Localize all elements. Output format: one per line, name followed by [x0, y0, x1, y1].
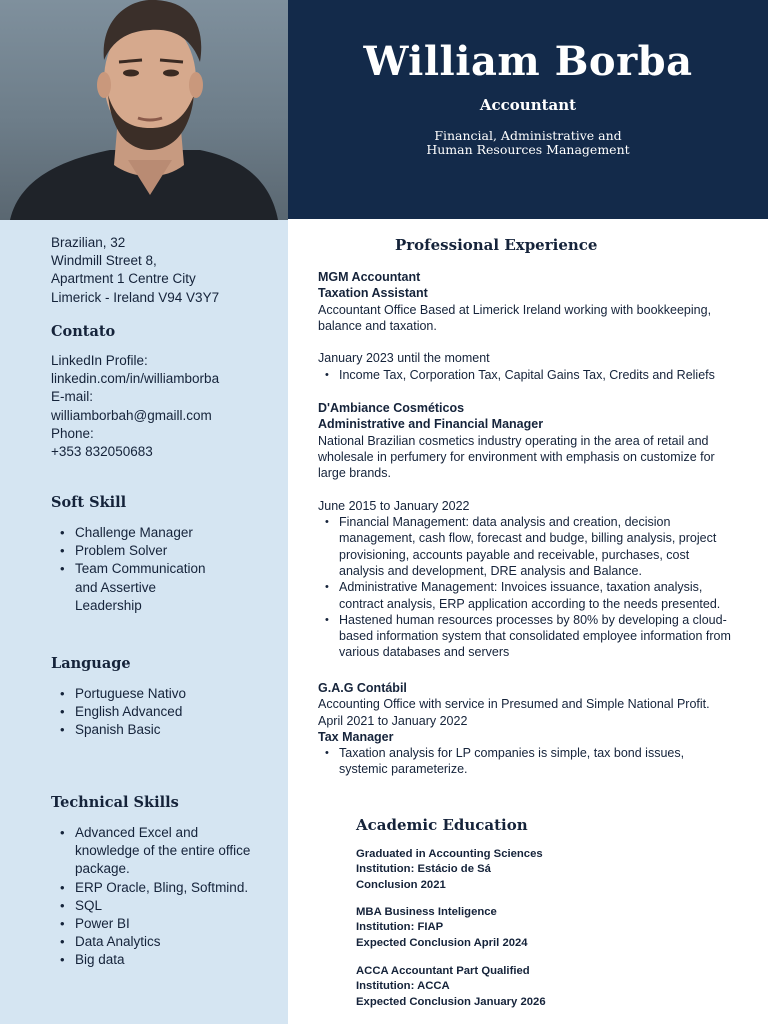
person-tagline: Financial, Administrative and Human Resources Management — [426, 128, 630, 157]
person-portrait-icon — [0, 0, 288, 220]
list-item: • Problem Solver — [51, 542, 251, 560]
job-company: D'Ambiance Cosméticos — [318, 401, 465, 415]
list-item: • Team Communication and Assertive Leadership — [51, 560, 251, 615]
list-item: • English Advanced — [51, 703, 281, 721]
education-degree: ACCA Accountant Part Qualified — [356, 965, 530, 977]
personal-address: Brazilian, 32 Windmill Street 8, Apartment 1 Centre City Limerick - Ireland V94 V3Y7 — [51, 235, 220, 305]
job-title: Tax Manager — [318, 729, 394, 744]
education-entry — [356, 847, 656, 893]
education-degree: MBA Business Inteligence — [356, 906, 497, 918]
person-name: William Borba — [363, 38, 693, 85]
list-item: • Power BI — [51, 915, 251, 933]
technical-skills-list — [51, 824, 251, 970]
job-title: Taxation Assistant — [318, 286, 428, 301]
profile-photo — [0, 0, 288, 220]
job-company: MGM Accountant — [318, 270, 421, 284]
education-institution: Institution: Estácio de Sá — [356, 863, 491, 876]
education-entry — [356, 905, 656, 951]
job-period: June 2015 to January 2022 — [318, 498, 470, 513]
education-conclusion: Conclusion 2021 — [356, 878, 446, 891]
job-description: Accounting Office with service in Presumed and Simple National Profit. — [318, 697, 710, 712]
job-duties — [318, 367, 732, 383]
job-title: Administrative and Financial Manager — [318, 417, 544, 432]
technical-skills-heading: Technical Skills — [51, 794, 179, 811]
list-item: • Administrative Management: Invoices issuance, taxation analysis, contract analysis, ERP application according to the needs presented. — [318, 579, 732, 612]
list-item: • Big data — [51, 951, 251, 969]
person-role: Accountant — [479, 96, 577, 114]
education-conclusion: Expected Conclusion January 2026 — [356, 995, 546, 1008]
job-entry-gag — [318, 680, 732, 778]
experience-heading: Professional Experience — [395, 236, 598, 254]
job-description: Accountant Office Based at Limerick Ireland working with bookkeeping, balance and taxation. — [318, 302, 712, 333]
education-degree: Graduated in Accounting Sciences — [356, 848, 543, 860]
contact-heading: Contato — [51, 323, 116, 340]
education-heading: Academic Education — [356, 816, 528, 834]
resume-header — [288, 0, 768, 219]
job-duties — [318, 514, 732, 661]
job-description: National Brazilian cosmetics industry operating in the area of retail and wholesale in perfumery for environment with emphasis on customize for large brands. — [318, 433, 715, 481]
job-duties — [318, 745, 732, 778]
list-item: • ERP Oracle, Bling, Softmind. — [51, 879, 251, 897]
job-period: January 2023 until the moment — [318, 351, 490, 366]
education-conclusion: Expected Conclusion April 2024 — [356, 936, 528, 949]
job-period: April 2021 to January 2022 — [318, 713, 468, 728]
job-company: G.A.G Contábil — [318, 681, 407, 695]
soft-skills-list — [51, 524, 251, 615]
list-item: • Challenge Manager — [51, 524, 251, 542]
language-heading: Language — [51, 655, 131, 672]
education-institution: Institution: ACCA — [356, 980, 450, 993]
education-entry — [356, 964, 656, 1010]
list-item: • Data Analytics — [51, 933, 251, 951]
job-entry-mgm — [318, 269, 732, 383]
list-item: • Portuguese Nativo — [51, 685, 281, 703]
soft-skills-heading: Soft Skill — [51, 494, 127, 511]
sidebar — [0, 0, 288, 1024]
education-institution: Institution: FIAP — [356, 921, 444, 934]
list-item: • SQL — [51, 897, 251, 915]
list-item: • Advanced Excel and knowledge of the entire office package. — [51, 824, 251, 879]
contact-details: LinkedIn Profile: linkedin.com/in/williamborba E-mail: williamborbah@gmaill.com Phone: +353 832050683 — [51, 353, 220, 460]
language-list — [51, 685, 281, 740]
list-item: • Spanish Basic — [51, 721, 281, 739]
list-item: • Financial Management: data analysis and creation, decision management, cash flow, forecast and budge, billing analysis, project provisioning, accounts payable and receivable, purchases, cost analysis and development, DRE analysis and Balance. — [318, 514, 732, 579]
list-item: • Taxation analysis for LP companies is simple, tax bond issues, systemic parameterize. — [318, 745, 732, 778]
list-item: • Income Tax, Corporation Tax, Capital Gains Tax, Credits and Reliefs — [318, 367, 732, 383]
list-item: • Hastened human resources processes by 80% by developing a cloud-based information system that consolidated employee information from various databases and servers — [318, 612, 732, 661]
job-entry-dambiance — [318, 400, 732, 661]
